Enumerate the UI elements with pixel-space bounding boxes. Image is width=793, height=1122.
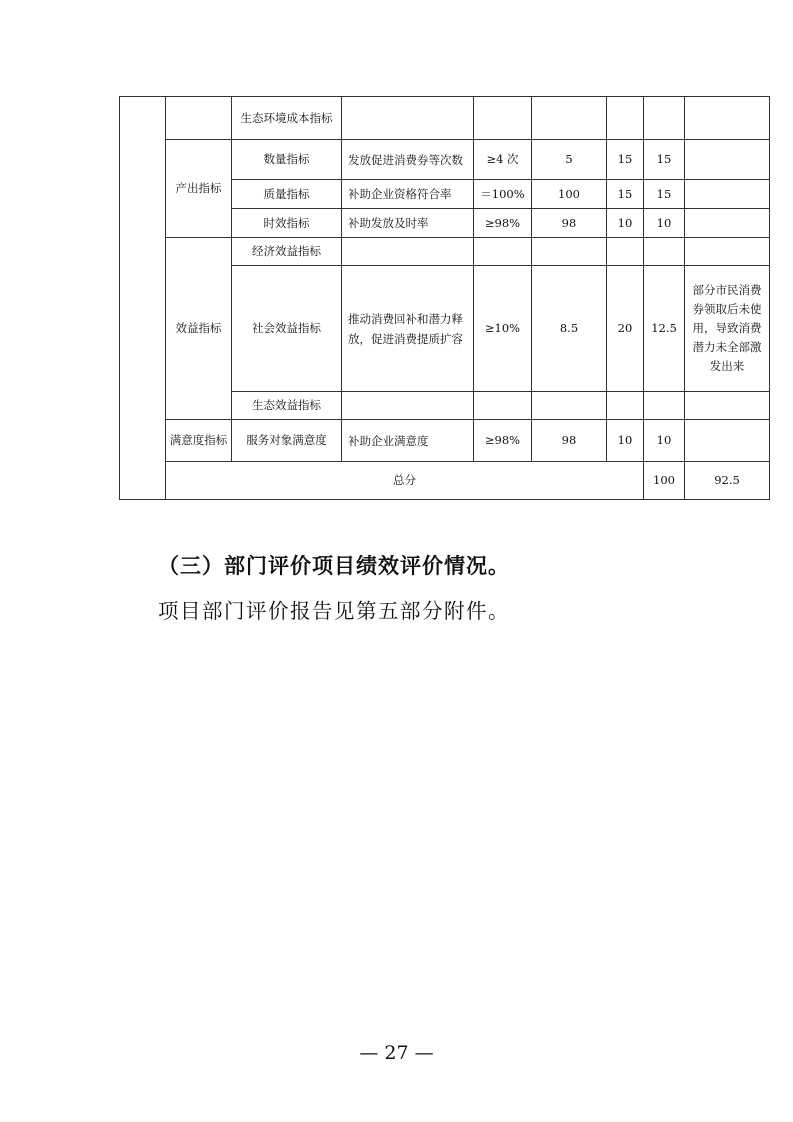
indicator-name: 生态环境成本指标 xyxy=(232,97,342,140)
actual-value: 5 xyxy=(532,140,607,180)
indicator-name: 经济效益指标 xyxy=(232,238,342,266)
section-text: 项目部门评价报告见第五部分附件。 xyxy=(158,599,510,623)
total-score: 92.5 xyxy=(685,462,770,500)
score-value: 15 xyxy=(644,140,685,180)
indicator-name: 质量指标 xyxy=(232,180,342,209)
score-value: 15 xyxy=(644,180,685,209)
indicator-name: 时效指标 xyxy=(232,209,342,238)
score-value: 10 xyxy=(644,420,685,462)
group-output: 产出指标 xyxy=(166,140,232,238)
total-label: 总分 xyxy=(166,462,644,500)
indicator-content: 推动消费回补和潜力释放，促进消费提质扩容 xyxy=(342,266,474,392)
first-level-indicator-cell xyxy=(120,97,166,500)
weight-value: 15 xyxy=(607,180,644,209)
indicator-name: 社会效益指标 xyxy=(232,266,342,392)
table-row xyxy=(120,238,770,266)
page-number: — 27 — xyxy=(359,1042,434,1064)
indicator-name: 数量指标 xyxy=(232,140,342,180)
weight-value: 15 xyxy=(607,140,644,180)
section-heading: （三）部门评价项目绩效评价情况。 xyxy=(158,553,510,578)
target-value: ≥98% xyxy=(474,420,532,462)
score-value: 12.5 xyxy=(644,266,685,392)
table-row xyxy=(120,420,770,462)
actual-value: 98 xyxy=(532,420,607,462)
total-weight: 100 xyxy=(644,462,685,500)
table-total-row xyxy=(120,462,770,500)
actual-value: 100 xyxy=(532,180,607,209)
weight-value: 10 xyxy=(607,420,644,462)
indicator-name: 生态效益指标 xyxy=(232,392,342,420)
deduction-note: 部分市民消费券领取后未使用，导致消费潜力未全部激发出来 xyxy=(685,266,770,392)
target-value: ≥98% xyxy=(474,209,532,238)
indicator-content: 补助企业满意度 xyxy=(342,420,474,462)
actual-value: 98 xyxy=(532,209,607,238)
indicator-name: 服务对象满意度 xyxy=(232,420,342,462)
group-satisfaction: 满意度指标 xyxy=(166,420,232,462)
second-level-indicator-cell xyxy=(166,97,232,140)
group-benefit: 效益指标 xyxy=(166,238,232,420)
weight-value: 10 xyxy=(607,209,644,238)
table-row xyxy=(120,97,770,140)
target-value: ≥4 次 xyxy=(474,140,532,180)
actual-value: 8.5 xyxy=(532,266,607,392)
target-value: ≥10% xyxy=(474,266,532,392)
performance-table xyxy=(119,96,770,500)
table-row xyxy=(120,140,770,180)
indicator-content: 补助企业资格符合率 xyxy=(342,180,474,209)
indicator-content: 补助发放及时率 xyxy=(342,209,474,238)
indicator-content: 发放促进消费券等次数 xyxy=(342,140,474,180)
target-value: ＝100% xyxy=(474,180,532,209)
score-value: 10 xyxy=(644,209,685,238)
weight-value: 20 xyxy=(607,266,644,392)
